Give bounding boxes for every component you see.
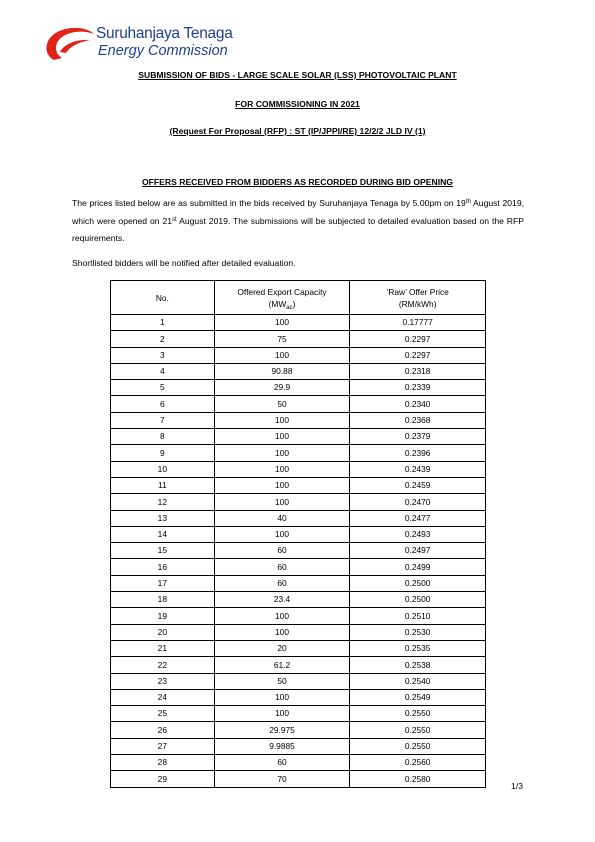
table-row — [111, 738, 486, 754]
cell-capacity: 60 — [214, 559, 350, 575]
cell-no: 23 — [111, 673, 215, 689]
table-row — [111, 477, 486, 493]
cell-capacity: 100 — [214, 494, 350, 510]
intro-ordinal-1: th — [465, 199, 471, 205]
cell-price: 0.2530 — [350, 624, 486, 640]
cell-no: 24 — [111, 689, 215, 705]
cell-capacity: 9.9885 — [214, 738, 350, 754]
intro-paragraph — [72, 195, 524, 248]
cell-no: 19 — [111, 608, 215, 624]
cell-price: 0.2340 — [350, 396, 486, 412]
column-header-price — [350, 281, 486, 315]
cell-no: 8 — [111, 429, 215, 445]
cell-no: 25 — [111, 706, 215, 722]
cell-price: 0.2477 — [350, 510, 486, 526]
cell-capacity: 60 — [214, 543, 350, 559]
cell-no: 7 — [111, 412, 215, 428]
table-row — [111, 771, 486, 787]
table-row — [111, 494, 486, 510]
cell-no: 16 — [111, 559, 215, 575]
column-header-no — [111, 281, 215, 315]
cell-capacity: 100 — [214, 526, 350, 542]
intro-ordinal-2: st — [172, 216, 177, 223]
cell-price: 0.2549 — [350, 689, 486, 705]
commissioning-heading: FOR COMMISSIONING IN 2021 — [235, 99, 360, 109]
intro-text-part2: August 2019, which were opened on 21 — [72, 198, 525, 226]
cell-capacity: 100 — [214, 689, 350, 705]
shortlist-note: Shortlisted bidders will be notified after detailed evaluation. — [72, 258, 296, 268]
cell-price: 0.2550 — [350, 738, 486, 754]
logo-name-english: Energy Commission — [98, 43, 228, 59]
cell-price: 0.2538 — [350, 657, 486, 673]
cell-no: 3 — [111, 347, 215, 363]
cell-price: 0.2339 — [350, 380, 486, 396]
column-header-no-label: No. — [155, 292, 169, 303]
cell-no: 28 — [111, 755, 215, 771]
table-row — [111, 640, 486, 656]
logo-name-malay: Suruhanjaya Tenaga — [96, 25, 233, 42]
bids-table — [110, 280, 486, 788]
bids-table-body — [111, 315, 486, 788]
cell-capacity: 61.2 — [214, 657, 350, 673]
cell-capacity: 100 — [214, 445, 350, 461]
cell-capacity: 100 — [214, 624, 350, 640]
cell-capacity: 100 — [214, 315, 350, 331]
cell-price: 0.2500 — [350, 592, 486, 608]
cell-price: 0.2540 — [350, 673, 486, 689]
cell-capacity: 50 — [214, 396, 350, 412]
table-row — [111, 380, 486, 396]
cell-capacity: 70 — [214, 771, 350, 787]
cell-no: 13 — [111, 510, 215, 526]
cell-price: 0.2580 — [350, 771, 486, 787]
cell-capacity: 20 — [214, 640, 350, 656]
cell-price: 0.2297 — [350, 347, 486, 363]
table-row — [111, 722, 486, 738]
cell-price: 0.2499 — [350, 559, 486, 575]
cell-capacity: 23.4 — [214, 592, 350, 608]
cell-price: 0.2470 — [350, 494, 486, 510]
table-row — [111, 559, 486, 575]
cell-capacity: 60 — [214, 755, 350, 771]
table-row — [111, 592, 486, 608]
capacity-unit-prefix: (MW — [268, 298, 287, 309]
cell-capacity: 29.9 — [214, 380, 350, 396]
cell-no: 17 — [111, 575, 215, 591]
energy-commission-swoosh-icon — [40, 22, 100, 64]
cell-capacity: 100 — [214, 608, 350, 624]
cell-no: 4 — [111, 363, 215, 379]
energy-commission-logo — [40, 22, 280, 64]
table-row — [111, 331, 486, 347]
cell-no: 15 — [111, 543, 215, 559]
cell-no: 21 — [111, 640, 215, 656]
cell-price: 0.2368 — [350, 412, 486, 428]
cell-capacity: 100 — [214, 461, 350, 477]
cell-capacity: 90.88 — [214, 363, 350, 379]
cell-price: 0.2550 — [350, 722, 486, 738]
cell-capacity: 100 — [214, 412, 350, 428]
capacity-unit-subscript: ac — [286, 304, 293, 311]
offers-heading: OFFERS RECEIVED FROM BIDDERS AS RECORDED DURING BID OPENING — [142, 177, 453, 187]
cell-price: 0.2500 — [350, 575, 486, 591]
cell-capacity: 100 — [214, 706, 350, 722]
cell-capacity: 100 — [214, 477, 350, 493]
table-row — [111, 706, 486, 722]
intro-text-part3: August 2019. The submissions will be subjected to detailed evaluation based on the RFP requirements. — [72, 215, 524, 243]
table-row — [111, 363, 486, 379]
table-row — [111, 461, 486, 477]
cell-capacity: 40 — [214, 510, 350, 526]
cell-price: 0.2439 — [350, 461, 486, 477]
intro-text-part1: The prices listed below are as submitted in the bids received by Suruhanjaya Tenaga by 5.00pm on 19 — [72, 198, 466, 208]
cell-price: 0.2459 — [350, 477, 486, 493]
table-row — [111, 608, 486, 624]
column-header-capacity-label: Offered Export Capacity — [237, 286, 327, 297]
column-header-price-label: ‘Raw’ Offer Price — [386, 286, 449, 297]
cell-capacity: 60 — [214, 575, 350, 591]
cell-price: 0.2535 — [350, 640, 486, 656]
table-row — [111, 657, 486, 673]
rfp-reference-heading: (Request For Proposal (RFP) : ST (IP/JPPI/RE) 12/2/2 JLD IV (1) — [169, 126, 426, 136]
cell-price: 0.2550 — [350, 706, 486, 722]
cell-price: 0.2297 — [350, 331, 486, 347]
document-title: SUBMISSION OF BIDS - LARGE SCALE SOLAR (LSS) PHOTOVOLTAIC PLANT — [138, 70, 457, 80]
cell-no: 20 — [111, 624, 215, 640]
cell-price: 0.2379 — [350, 429, 486, 445]
table-row — [111, 755, 486, 771]
cell-price: 0.2510 — [350, 608, 486, 624]
table-row — [111, 396, 486, 412]
cell-no: 26 — [111, 722, 215, 738]
cell-capacity: 29.975 — [214, 722, 350, 738]
cell-capacity: 100 — [214, 347, 350, 363]
page-number: 1/3 — [511, 781, 523, 791]
cell-price: 0.2560 — [350, 755, 486, 771]
table-row — [111, 510, 486, 526]
table-row — [111, 412, 486, 428]
cell-no: 2 — [111, 331, 215, 347]
cell-no: 29 — [111, 771, 215, 787]
cell-price: 0.17777 — [350, 315, 486, 331]
table-row — [111, 445, 486, 461]
column-header-capacity — [214, 281, 350, 315]
cell-no: 14 — [111, 526, 215, 542]
price-unit: (RM/kWh) — [398, 298, 437, 309]
cell-no: 6 — [111, 396, 215, 412]
table-row — [111, 543, 486, 559]
cell-no: 10 — [111, 461, 215, 477]
table-header-row — [111, 281, 486, 315]
cell-no: 27 — [111, 738, 215, 754]
table-row — [111, 429, 486, 445]
cell-capacity: 100 — [214, 429, 350, 445]
cell-no: 11 — [111, 477, 215, 493]
table-row — [111, 315, 486, 331]
table-row — [111, 624, 486, 640]
cell-no: 22 — [111, 657, 215, 673]
cell-price: 0.2318 — [350, 363, 486, 379]
table-row — [111, 689, 486, 705]
table-row — [111, 673, 486, 689]
cell-price: 0.2497 — [350, 543, 486, 559]
table-row — [111, 526, 486, 542]
cell-no: 18 — [111, 592, 215, 608]
cell-no: 9 — [111, 445, 215, 461]
cell-capacity: 50 — [214, 673, 350, 689]
capacity-unit-suffix: ) — [292, 298, 296, 309]
table-row — [111, 347, 486, 363]
cell-price: 0.2396 — [350, 445, 486, 461]
table-row — [111, 575, 486, 591]
cell-price: 0.2493 — [350, 526, 486, 542]
cell-capacity: 75 — [214, 331, 350, 347]
cell-no: 5 — [111, 380, 215, 396]
cell-no: 12 — [111, 494, 215, 510]
cell-no: 1 — [111, 315, 215, 331]
